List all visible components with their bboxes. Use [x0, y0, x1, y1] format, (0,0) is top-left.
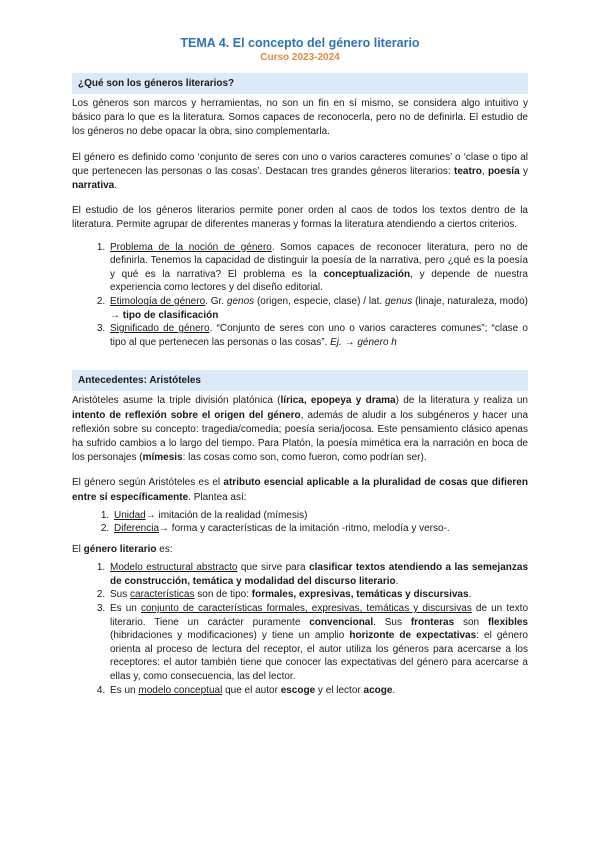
paragraph-genero-aristoteles	[72, 476, 528, 504]
genre-poesia: poesía	[487, 165, 520, 177]
numbered-list-genero-literario	[72, 561, 528, 697]
bold-text: lírica, epopeya y drama	[280, 395, 396, 407]
list-bold: horizonte de expectativas	[349, 630, 477, 642]
separator: y	[519, 165, 528, 177]
text: El	[72, 543, 84, 555]
section-heading-genres: ¿Qué son los géneros literarios?	[72, 73, 528, 94]
list-text: (hibridaciones y modificaciones) y tiene un amplio	[110, 630, 350, 642]
definition-text: El género es definido como ‘conjunto de seres con uno o varios caracteres comunes’ o ‘clase o tipo al que pertenecen las personas o las cosas’. Destacan tres grandes géneros literarios:	[72, 151, 528, 177]
bold-text: género literario	[83, 543, 157, 555]
text: es:	[156, 543, 173, 555]
text: El género según Aristóteles es el	[72, 477, 224, 489]
list-text: que sirve para	[237, 562, 310, 574]
list-term: Significado de género	[110, 323, 210, 335]
text: , además de aludir a los subgéneros y hacer una reflexión sobre su concepto: tragedia/comedia; poesía seria/jocosa. Este pensamiento clásico apenas ha sufrido cambios a lo largo del tiempo. Para Platón, la poesía mimética era la narración en boca de los personajes (	[72, 409, 528, 464]
list-bold: flexibles	[487, 616, 528, 628]
text: : las cosas como son, como fueron, como podrían ser).	[182, 452, 427, 464]
list-text: : el género orienta al proceso de lectura del receptor, el autor utiliza los géneros para acercarse a los receptores: el autor también tiene que conocer las expectativas del género para acercarse a ellas y, como consecuencia, las del lector.	[110, 630, 528, 682]
text: ) de la literatura y realiza un	[395, 395, 528, 407]
list-bold: clasificar textos atendiendo a las semejanzas de construcción, temática y modalidad del discurso literario	[110, 562, 529, 587]
list-text: .	[468, 589, 472, 601]
list-text: . Gr.	[205, 296, 227, 307]
list-text: (origen, especie, clase) / lat.	[254, 296, 385, 307]
list-text: .	[392, 684, 396, 696]
list-term: Modelo estructural abstracto	[110, 562, 238, 574]
list-text: .	[395, 575, 399, 587]
list-bold: convencional	[309, 616, 374, 628]
genre-narrativa: narrativa	[72, 180, 115, 192]
list-text: . Sus	[373, 616, 411, 628]
paragraph-study: El estudio de los géneros literarios permite poner orden al caos de todos los textos dentro de la literatura. Permite agrupar de diferentes maneras y formas la literatura atendiendo a ciertos criterios.	[72, 205, 528, 231]
list-term: características	[130, 589, 195, 601]
list-text: son	[454, 616, 488, 628]
list-bold: acoge	[363, 684, 393, 696]
list-item	[108, 561, 528, 588]
list-term: conjunto de características formales, expresivas, temáticas y discursivas	[140, 602, 472, 614]
list-text: y el lector	[315, 684, 364, 696]
genre-teatro: teatro	[454, 165, 482, 177]
text: . Plantea así:	[188, 491, 247, 503]
paragraph-definition	[72, 151, 528, 194]
list-item	[112, 509, 528, 523]
list-text: → imitación de la realidad (mímesis)	[145, 509, 308, 521]
list-item	[108, 295, 528, 322]
list-text: Es un	[110, 684, 139, 696]
list-bold: tipo de clasificación	[122, 309, 219, 321]
section-heading-aristoteles: Antecedentes: Aristóteles	[72, 370, 528, 391]
paragraph-genero-literario	[72, 543, 528, 557]
list-italic: genus	[385, 296, 413, 307]
list-item	[108, 322, 528, 349]
bold-text: mímesis	[142, 452, 183, 464]
list-item	[112, 522, 528, 536]
list-text: . Somos capaces de reconocer literatura, pero no de definirla. Tenemos la capacidad de distinguir la poesía de la narrativa, pero ¿qué es la poesía y qué es la narrativa? El problema es la	[110, 241, 528, 280]
list-term: Problema de la noción de género	[110, 241, 272, 253]
list-text: . “Conjunto de seres con uno o varios caracteres comunes”; “clase o tipo al que pertenecen las personas o las cosas”.	[110, 323, 528, 348]
text: Aristóteles asume la triple división platónica (	[72, 395, 281, 407]
page-title: TEMA 4. El concepto del género literario	[180, 36, 420, 50]
list-term: modelo conceptual	[138, 684, 223, 696]
list-bold: formales, expresivas, temáticas y discursivas	[251, 589, 469, 601]
list-text: son de tipo:	[194, 589, 252, 601]
list-italic: Ej. → género h	[330, 336, 397, 348]
list-item	[108, 602, 528, 684]
list-bold: conceptualización	[323, 268, 411, 280]
bold-text: atributo esencial aplicable a la pluralidad de cosas que difieren entre sí específicamente	[72, 477, 528, 503]
list-item	[108, 684, 528, 698]
list-bold: fronteras	[410, 616, 455, 628]
list-text: (linaje, naturaleza, modo) →	[110, 296, 528, 321]
course-year: Curso 2023-2024	[260, 52, 340, 63]
list-item	[108, 241, 528, 295]
list-text: Es un	[110, 602, 141, 614]
paragraph-aristoteles	[72, 394, 528, 465]
list-term: Unidad	[114, 509, 146, 521]
list-text: , y depende de nuestra experiencia como lectores y del diseño editorial.	[110, 268, 528, 294]
list-term: Etimología de género	[110, 296, 206, 307]
list-italic: genos	[226, 296, 255, 307]
numbered-list-genre-concepts	[72, 241, 528, 350]
separator: ,	[481, 165, 488, 177]
list-term: Diferencia	[114, 523, 160, 535]
list-item	[108, 588, 528, 602]
list-text: → forma y características de la imitación -ritmo, melodía y verso-.	[159, 523, 450, 535]
paragraph-intro: Los géneros son marcos y herramientas, no son un fin en sí mismo, se considera algo intuitivo y básico para lo que es la literatura. Somos capaces de reconocerla, pero no de definirla. El estudio de los géneros no debe opacar la obra, sino complementarla.	[72, 98, 528, 138]
list-text: que el autor	[222, 684, 281, 696]
list-bold: escoge	[280, 684, 316, 696]
bold-text: intento de reflexión sobre el origen del género	[72, 409, 301, 421]
list-text: de un texto literario. Tiene un carácter puramente	[110, 602, 528, 628]
numbered-list-unidad-diferencia	[72, 509, 528, 536]
separator: .	[114, 180, 118, 192]
list-text: Sus	[110, 589, 131, 601]
